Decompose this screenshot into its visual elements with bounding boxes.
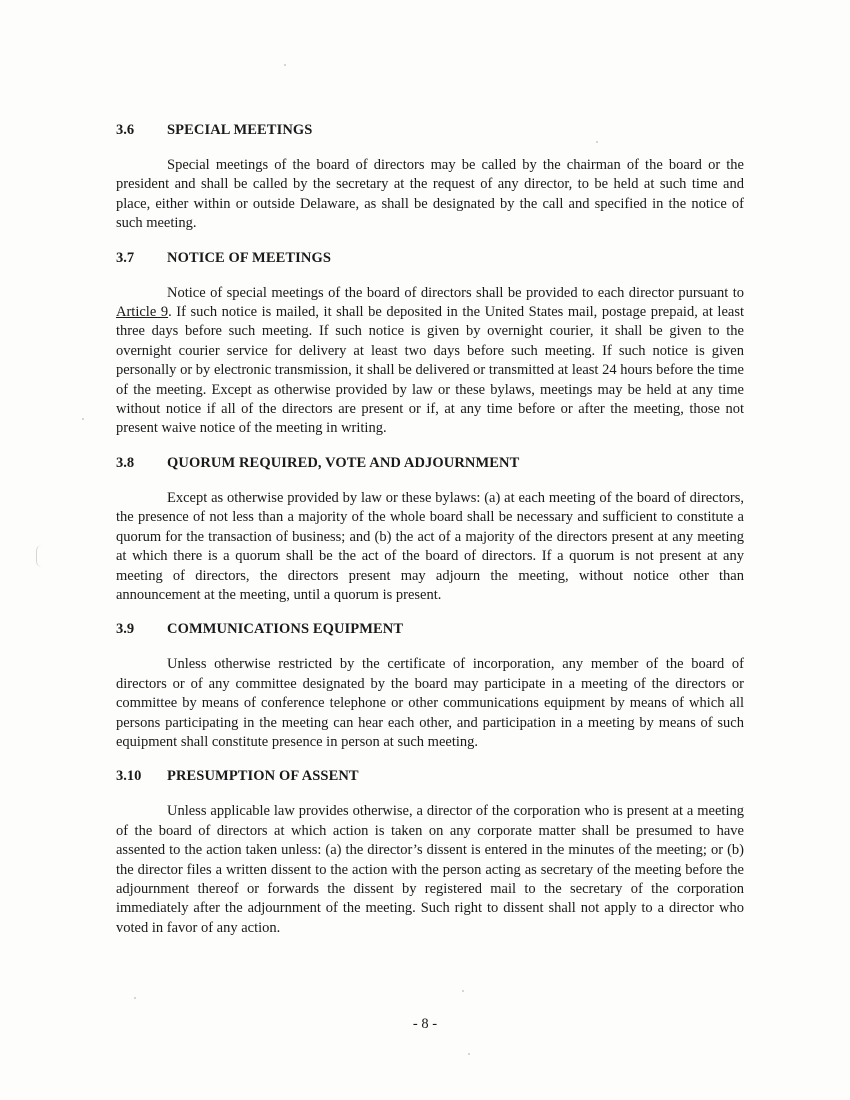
article-9-link[interactable]: Article 9	[116, 304, 169, 321]
scan-speck	[462, 990, 464, 992]
section-3-10	[116, 767, 744, 938]
page-number: - 8 -	[412, 1016, 438, 1032]
section-heading	[116, 620, 744, 639]
section-heading	[116, 121, 744, 140]
scan-speck	[468, 1053, 470, 1055]
section-title: PRESUMPTION OF ASSENT	[167, 768, 359, 785]
section-paragraph: Unless applicable law provides otherwise, a director of the corporation who is present at a meeting of the board of directors at which action is taken on any corporate matter shall be presumed to have assented to the action taken unless: (a) the director’s dissent is entered in the minutes of the meeting; or (b) the director files a written dissent to the action with the person acting as secretary of the meeting before the adjournment thereof or forwards the dissent by registered mail to the secretary of the corporation immediately after the adjournment of the meeting. Such right to dissent shall not apply to a director who voted in favor of any action.	[116, 803, 744, 936]
section-number: 3.6	[116, 122, 135, 138]
section-number: 3.9	[116, 621, 135, 638]
section-number: 3.7	[116, 249, 135, 266]
section-3-7	[116, 249, 744, 439]
section-heading	[116, 767, 744, 786]
section-paragraph: Special meetings of the board of directors may be called by the chairman of the board or the president and shall be called by the secretary at the request of any director, to be held at such time and place, either within or outside Delaware, as shall be designated by the call and specified in the notice of such meeting.	[116, 157, 744, 232]
scan-speck	[134, 997, 136, 999]
section-paragraph: Unless otherwise restricted by the certificate of incorporation, any member of the board of directors or of any committee designated by the board may participate in a meeting of the directors or committee by means of conference telephone or other communications equipment by means of which all persons participating in the meeting can hear each other, and participation in a meeting by means of such equipment shall constitute presence in person at such meeting.	[116, 656, 744, 750]
section-number: 3.10	[116, 768, 142, 785]
paragraph-text: Notice of special meetings of the board of directors shall be provided to each director pursuant to	[167, 284, 744, 301]
paragraph-text: . If such notice is mailed, it shall be deposited in the United States mail, postage prepaid, at least three days before such meeting. If such notice is given by overnight courier, it shall be given to the overnight courier service for delivery at least two days before such meeting. If such notice is given personally or by electronic transmission, it shall be delivered or transmitted at least 24 hours before the time of the meeting. Except as otherwise provided by law or these bylaws, meetings may be held at any time without notice if all of the directors are present or if, at any time before or after the meeting, those not present waive notice of the meeting in writing.	[116, 304, 744, 437]
section-paragraph: Except as otherwise provided by law or these bylaws: (a) at each meeting of the board of directors, the presence of not less than a majority of the whole board shall be necessary and sufficient to constitute a quorum for the transaction of business; and (b) the act of a majority of the directors present at any meeting at which there is a quorum shall be the act of the board of directors. If a quorum is not present at any meeting of directors, the directors present may adjourn the meeting, without notice other than announcement at the meeting, until a quorum is present.	[116, 489, 744, 603]
document-body	[116, 121, 744, 953]
scan-speck	[82, 418, 84, 420]
section-number: 3.8	[116, 454, 135, 471]
section-title: SPECIAL MEETINGS	[167, 122, 313, 138]
section-heading	[116, 454, 744, 473]
section-title: COMMUNICATIONS EQUIPMENT	[167, 621, 404, 638]
section-3-8	[116, 454, 744, 605]
section-3-6	[116, 121, 744, 234]
section-heading	[116, 249, 744, 268]
scan-margin-mark	[36, 545, 43, 567]
section-title: QUORUM REQUIRED, VOTE AND ADJOURNMENT	[167, 454, 520, 471]
section-3-9	[116, 620, 744, 752]
section-paragraph	[116, 284, 744, 439]
section-title: NOTICE OF MEETINGS	[167, 249, 332, 266]
scan-speck	[284, 64, 286, 66]
